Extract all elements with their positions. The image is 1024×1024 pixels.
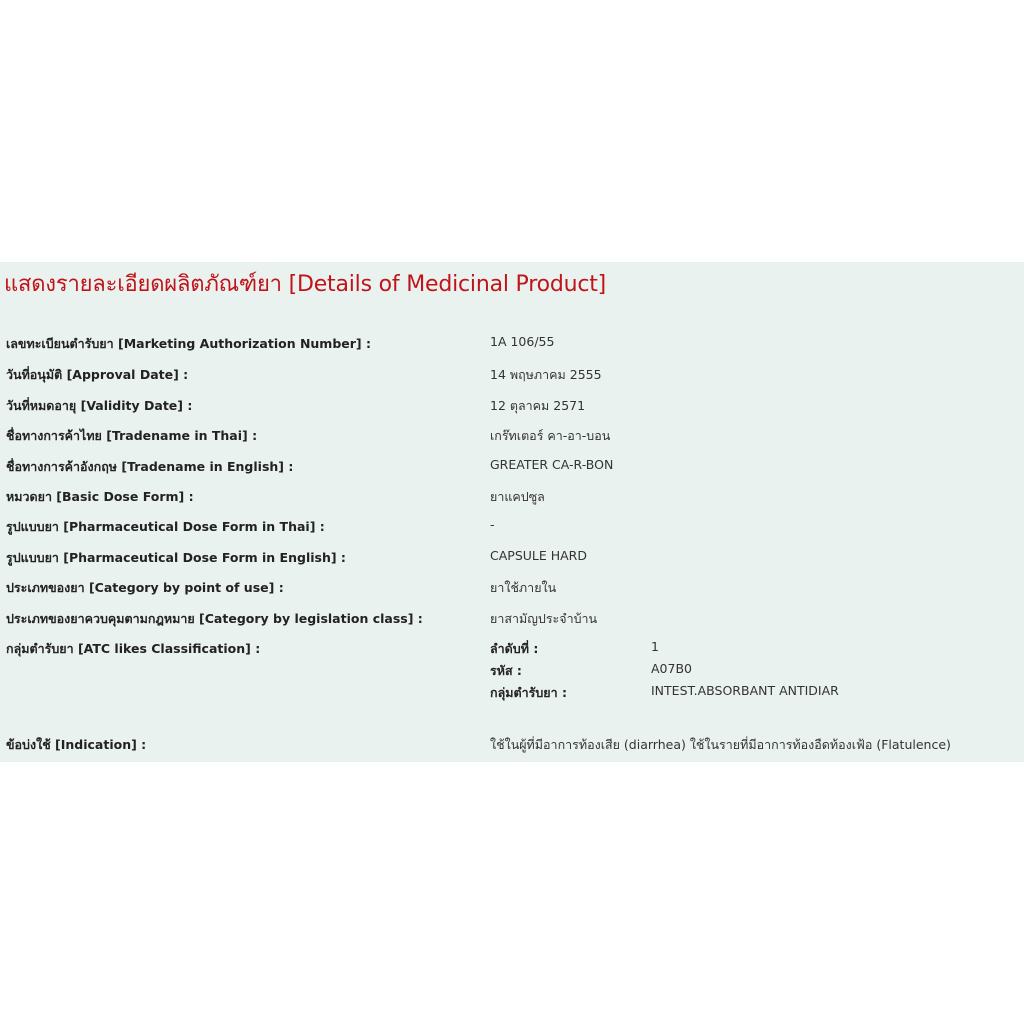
page-title: แสดงรายละเอียดผลิตภัณฑ์ยา [Details of Medicinal Product] bbox=[4, 272, 607, 297]
row-label: ข้อบ่งใช้ [Indication] : bbox=[6, 737, 147, 752]
row-indication bbox=[0, 735, 1024, 757]
row-value: CAPSULE HARD bbox=[490, 548, 587, 563]
row-dose-form-english bbox=[0, 548, 1024, 570]
row-value: ยาแคปซูล bbox=[490, 489, 545, 504]
row-value: - bbox=[490, 517, 495, 532]
row-value: ยาสามัญประจำบ้าน bbox=[490, 611, 598, 626]
row-tradename-english bbox=[0, 457, 1024, 479]
row-label: รูปแบบยา [Pharmaceutical Dose Form in English] : bbox=[6, 550, 346, 565]
atc-group-value: INTEST.ABSORBANT ANTIDIAR bbox=[651, 683, 839, 698]
row-label: เลขทะเบียนตำรับยา [Marketing Authorization Number] : bbox=[6, 336, 371, 351]
atc-order-value: 1 bbox=[651, 639, 659, 654]
row-validity-date bbox=[0, 396, 1024, 418]
row-value: เกร๊ทเตอร์ คา-อา-บอน bbox=[490, 428, 611, 443]
row-label: วันที่อนุมัติ [Approval Date] : bbox=[6, 367, 189, 382]
row-category-point-of-use bbox=[0, 578, 1024, 600]
row-label: วันที่หมดอายุ [Validity Date] : bbox=[6, 398, 193, 413]
row-tradename-thai bbox=[0, 426, 1024, 448]
atc-order-label: ลำดับที่ : bbox=[490, 641, 539, 656]
atc-code-label: รหัส : bbox=[490, 663, 522, 678]
row-label: กลุ่มตำรับยา [ATC likes Classification] : bbox=[6, 641, 261, 656]
row-basic-dose-form bbox=[0, 487, 1024, 509]
row-label: ชื่อทางการค้าไทย [Tradename in Thai] : bbox=[6, 428, 258, 443]
row-label: รูปแบบยา [Pharmaceutical Dose Form in Thai] : bbox=[6, 519, 325, 534]
atc-group-label: กลุ่มตำรับยา : bbox=[490, 685, 567, 700]
row-marketing-authorization bbox=[0, 334, 1024, 356]
row-label: ประเภทของยา [Category by point of use] : bbox=[6, 580, 284, 595]
row-label: ชื่อทางการค้าอังกฤษ [Tradename in English] : bbox=[6, 459, 294, 474]
row-atc-classification bbox=[0, 639, 1024, 705]
row-label: ประเภทของยาควบคุมตามกฎหมาย [Category by legislation class] : bbox=[6, 611, 423, 626]
atc-code-value: A07B0 bbox=[651, 661, 692, 676]
row-value: 14 พฤษภาคม 2555 bbox=[490, 367, 602, 382]
row-value: 1A 106/55 bbox=[490, 334, 555, 349]
row-value: ยาใช้ภายใน bbox=[490, 580, 557, 595]
row-category-legislation bbox=[0, 609, 1024, 631]
row-value: 12 ตุลาคม 2571 bbox=[490, 398, 586, 413]
row-value: ใช้ในผู้ที่มีอาการท้องเสีย (diarrhea) ใช้ในรายที่มีอาการท้องอืดท้องเฟ้อ (Flatulence) bbox=[490, 737, 951, 752]
row-label: หมวดยา [Basic Dose Form] : bbox=[6, 489, 194, 504]
row-approval-date bbox=[0, 365, 1024, 387]
row-dose-form-thai bbox=[0, 517, 1024, 539]
row-value: GREATER CA-R-BON bbox=[490, 457, 614, 472]
